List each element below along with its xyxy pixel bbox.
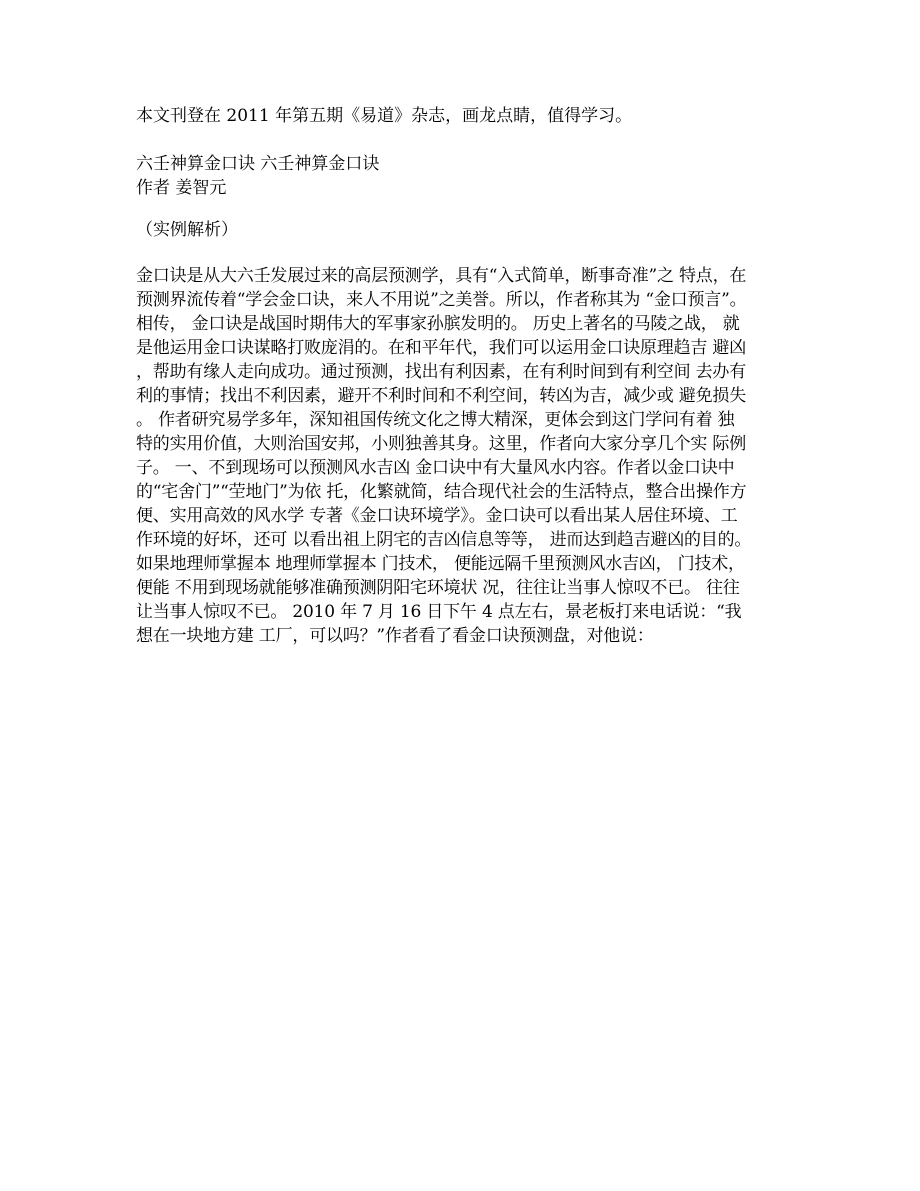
body-line: 作环境的好坏，还可 以看出祖上阴宅的吉凶信息等等， 进而达到趋吉避凶的目的。 — [136, 530, 752, 550]
body-line: 便能 不用到现场就能够准确预测阴阳宅环境状 况，往往让当事人惊叹不已。 往往 — [136, 578, 740, 598]
body-line: 特的实用价值，大则治国安邦，小则独善其身。这里，作者向大家分享几个实 际例 — [136, 434, 747, 454]
title-block — [136, 152, 804, 200]
intro-paragraph — [136, 104, 804, 128]
body-line: 利的事情；找出不利因素，避开不利时间和不利空间，转凶为吉，减少或 避免损失 — [136, 386, 747, 406]
body-line: 让当事人惊叹不已。 2010 年 7 月 16 日下午 4 点左右，景老板打来电话说：“我 — [136, 602, 742, 622]
body-line: 便、实用高效的风水学 专著《金口诀环境学》。金口诀可以看出某人居住环境、工 — [136, 506, 738, 526]
body-line: 相传， 金口诀是战国时期伟大的军事家孙膑发明的。 历史上著名的马陵之战， 就 — [136, 314, 740, 334]
body-line: ，帮助有缘人走向成功。通过预测，找出有利因素，在有利时间到有利空间 去办有 — [136, 362, 747, 382]
body-line: 的“宅舍门”“茔地门”为依 托，化繁就简，结合现代社会的生活特点，整合出操作方 — [136, 482, 747, 502]
body-line: 如果地理师掌握本 地理师掌握本 门技术， 便能远隔千里预测风水吉凶， 门技术， — [136, 554, 745, 574]
author-line: 作者 姜智元 — [136, 178, 227, 198]
body-line: 想在一块地方建 工厂，可以吗？”作者看了看金口诀预测盘，对他说： — [136, 626, 654, 646]
body-line: 子。 一、不到现场可以预测风水吉凶 金口诀中有大量风水内容。作者以金口诀中 — [136, 458, 735, 478]
intro-line: 本文刊登在 2011 年第五期《易道》杂志，画龙点睛，值得学习。 — [136, 106, 633, 126]
body-line: 金口诀是从大六壬发展过来的高层预测学，具有“入式简单，断事奇准”之 特点，在 — [136, 266, 747, 286]
title-line: 六壬神算金口诀 六壬神算金口诀 — [136, 154, 380, 174]
body-line: 预测界流传着“学会金口诀，来人不用说”之美誉。所以，作者称其为 “金口预言”。 — [136, 290, 747, 310]
body-paragraph — [136, 264, 804, 648]
section-label-block — [136, 218, 804, 242]
body-line: 是他运用金口诀谋略打败庞涓的。在和平年代，我们可以运用金口诀原理趋吉 避凶 — [136, 338, 747, 358]
section-label: （实例解析） — [136, 220, 238, 240]
body-line: 。 作者研究易学多年，深知祖国传统文化之博大精深，更体会到这门学问有着 独 — [136, 410, 735, 430]
